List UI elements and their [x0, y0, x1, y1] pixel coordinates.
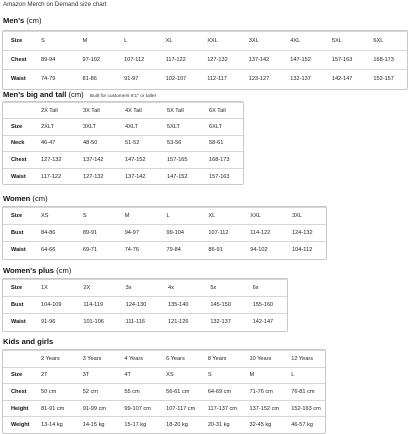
row-label: Bust	[3, 225, 33, 242]
table-cell: M	[117, 208, 159, 225]
table-cell: XXL	[242, 208, 284, 225]
table-cell: 104-109	[33, 297, 75, 314]
row-label: Size	[3, 32, 33, 51]
table-cell: 86-91	[200, 242, 242, 259]
table-row	[3, 103, 243, 119]
table-cell: 14-15 kg	[75, 417, 117, 434]
table-row	[3, 208, 326, 225]
table-cell: 114-122	[242, 225, 284, 242]
table-cell: XL	[200, 208, 242, 225]
table-row	[3, 168, 243, 184]
table-cell: 2T	[33, 367, 75, 384]
table-cell: 1X	[33, 280, 75, 297]
table-cell: 107-112	[200, 225, 242, 242]
table-cell: 101-106	[75, 314, 117, 331]
kids-size-table	[2, 349, 326, 434]
table-cell: 76-81 cm	[283, 384, 325, 401]
table-row	[3, 135, 243, 151]
row-label: Weight	[3, 417, 33, 434]
table-cell: 142-147	[245, 314, 287, 331]
row-label: Size	[3, 119, 33, 135]
table-cell: 117-137 cm	[200, 400, 242, 417]
table-cell: 12 Years	[283, 351, 325, 368]
table-cell: 89-91	[75, 225, 117, 242]
table-cell: 102-107	[158, 70, 200, 89]
women-size-table	[2, 206, 327, 260]
table-cell: 3T	[75, 367, 117, 384]
big-tall-title-text: Men's big and tall	[3, 90, 67, 99]
table-cell: 157-165	[159, 152, 201, 168]
table-cell: XL	[158, 32, 200, 51]
table-cell: 4x	[160, 280, 202, 297]
table-cell: 58-61	[201, 135, 243, 151]
table-cell: 127-132	[75, 168, 117, 184]
table-cell: 20-31 kg	[200, 417, 242, 434]
table-cell: 4T	[116, 367, 158, 384]
table-cell: 69-71	[75, 242, 117, 259]
table-cell: 32-45 kg	[242, 417, 284, 434]
row-label	[3, 103, 33, 119]
table-cell: 3XL	[241, 32, 283, 51]
table-cell: 127-132	[33, 152, 75, 168]
table-cell: 50 cm	[33, 384, 75, 401]
table-cell: L	[116, 32, 158, 51]
table-cell: 107-117 cm	[158, 400, 200, 417]
table-cell: 4XL	[282, 32, 324, 51]
table-cell: 91-96	[33, 314, 75, 331]
row-label: Chest	[3, 51, 33, 70]
table-cell: 46-47	[33, 135, 75, 151]
table-cell: 147-152	[159, 168, 201, 184]
table-cell: 94-102	[242, 242, 284, 259]
table-cell: 3XL	[284, 208, 326, 225]
table-row	[3, 51, 407, 70]
table-cell: 84-86	[33, 225, 75, 242]
women-plus-unit: (cm)	[56, 266, 72, 275]
row-label: Size	[3, 367, 33, 384]
page-title: Amazon Merch on Demand size chart	[3, 1, 107, 8]
table-cell: 3x	[118, 280, 160, 297]
table-cell: 52 cm	[75, 384, 117, 401]
table-cell: 168-173	[201, 152, 243, 168]
table-cell: 142-147	[324, 70, 366, 89]
table-row	[3, 119, 243, 135]
table-cell: 5XL	[324, 32, 366, 51]
table-cell: 117-122	[33, 168, 75, 184]
table-cell: M	[242, 367, 284, 384]
table-cell: 5XLT	[159, 119, 201, 135]
table-cell: S	[33, 32, 75, 51]
table-cell: 91-97	[116, 70, 158, 89]
table-cell: 137-142	[75, 152, 117, 168]
table-row	[3, 417, 325, 434]
table-cell: L	[159, 208, 201, 225]
table-cell: 97-102	[75, 51, 117, 70]
men-unit: (cm)	[26, 16, 42, 25]
women-plus-section-title	[3, 266, 71, 275]
table-cell: XS	[158, 367, 200, 384]
table-cell: 157-163	[201, 168, 243, 184]
table-cell: 132-137	[282, 70, 324, 89]
table-cell: 132-137	[202, 314, 244, 331]
big-tall-section-title	[3, 90, 156, 99]
table-cell: 99-107 cm	[116, 400, 158, 417]
table-cell: S	[200, 367, 242, 384]
row-label: Chest	[3, 384, 33, 401]
table-cell: 81-91 cm	[33, 400, 75, 417]
table-cell: 55 cm	[116, 384, 158, 401]
table-row	[3, 70, 407, 89]
table-cell: 46-57 kg	[283, 417, 325, 434]
table-cell: 147-152	[282, 51, 324, 70]
table-row	[3, 152, 243, 168]
table-row	[3, 367, 325, 384]
women-title-text: Women	[3, 194, 31, 203]
table-cell: 135-140	[160, 297, 202, 314]
table-cell: 64-69 cm	[200, 384, 242, 401]
table-row	[3, 351, 325, 368]
table-row	[3, 32, 407, 51]
table-cell: M	[75, 32, 117, 51]
table-cell: 53-56	[159, 135, 201, 151]
table-cell: 4 Years	[116, 351, 158, 368]
big-tall-size-table	[2, 101, 244, 185]
table-cell: 123-127	[241, 70, 283, 89]
table-cell: 2 Years	[33, 351, 75, 368]
table-cell: 3X Tall	[75, 103, 117, 119]
row-label: Size	[3, 208, 33, 225]
women-plus-title-text: Women's plus	[3, 266, 55, 275]
table-row	[3, 225, 326, 242]
table-cell: 6XL	[365, 32, 407, 51]
table-cell: 6XLT	[201, 119, 243, 135]
table-cell: 145-150	[202, 297, 244, 314]
table-cell: 152-163 cm	[283, 400, 325, 417]
table-cell: XS	[33, 208, 75, 225]
row-label: Waist	[3, 314, 33, 331]
table-cell: 112-117	[199, 70, 241, 89]
table-cell: 107-112	[116, 51, 158, 70]
row-label: Size	[3, 280, 33, 297]
kids-title-text: Kids and girls	[3, 337, 54, 346]
table-cell: 51-52	[117, 135, 159, 151]
table-cell: 74-76	[117, 242, 159, 259]
table-cell: 5x	[202, 280, 244, 297]
table-cell: 121-126	[160, 314, 202, 331]
table-cell: 79-84	[159, 242, 201, 259]
table-cell: 137-142	[117, 168, 159, 184]
row-label: Waist	[3, 168, 33, 184]
table-cell: 74-79	[33, 70, 75, 89]
table-cell: 155-160	[245, 297, 287, 314]
row-label: Neck	[3, 135, 33, 151]
table-cell: S	[75, 208, 117, 225]
women-unit: (cm)	[32, 194, 48, 203]
table-cell: 89-94	[33, 51, 75, 70]
table-cell: XXL	[199, 32, 241, 51]
table-cell: 111-116	[118, 314, 160, 331]
table-cell: 56-61 cm	[158, 384, 200, 401]
table-cell: 94-97	[117, 225, 159, 242]
table-cell: 13-14 kg	[33, 417, 75, 434]
table-cell: 168-173	[365, 51, 407, 70]
table-cell: 91-99 cm	[75, 400, 117, 417]
table-cell: 64-66	[33, 242, 75, 259]
table-cell: 2X	[75, 280, 117, 297]
women-section-title	[3, 194, 48, 203]
table-cell: 4X Tall	[117, 103, 159, 119]
table-cell: 18-20 kg	[158, 417, 200, 434]
table-cell: 127-132	[199, 51, 241, 70]
table-cell: 157-163	[324, 51, 366, 70]
women-plus-size-table	[2, 278, 288, 332]
table-cell: 99-104	[159, 225, 201, 242]
table-cell: 137-152 cm	[242, 400, 284, 417]
table-cell: 124-132	[284, 225, 326, 242]
table-cell: 3XLT	[75, 119, 117, 135]
table-row	[3, 400, 325, 417]
table-cell: 8 Years	[200, 351, 242, 368]
table-row	[3, 280, 287, 297]
table-row	[3, 384, 325, 401]
row-label: Chest	[3, 152, 33, 168]
table-cell: 6X Tall	[201, 103, 243, 119]
table-cell: 48-50	[75, 135, 117, 151]
men-section-title	[3, 16, 42, 25]
kids-section-title	[3, 337, 53, 346]
table-cell: 152-157	[365, 70, 407, 89]
men-size-table	[2, 30, 408, 90]
table-cell: 124-130	[118, 297, 160, 314]
table-cell: 10 Years	[242, 351, 284, 368]
table-cell: 104-112	[284, 242, 326, 259]
big-tall-note: Built for customers 6'1" or taller	[89, 94, 157, 99]
row-label: Height	[3, 400, 33, 417]
table-row	[3, 297, 287, 314]
table-cell: L	[283, 367, 325, 384]
row-label: Waist	[3, 242, 33, 259]
table-cell: 147-152	[117, 152, 159, 168]
row-label: Bust	[3, 297, 33, 314]
table-cell: 2XLT	[33, 119, 75, 135]
men-title-text: Men's	[3, 16, 25, 25]
row-label: Waist	[3, 70, 33, 89]
row-label	[3, 351, 33, 368]
table-row	[3, 314, 287, 331]
table-cell: 15-17 kg	[116, 417, 158, 434]
table-cell: 81-86	[75, 70, 117, 89]
table-cell: 137-142	[241, 51, 283, 70]
table-cell: 5X Tall	[159, 103, 201, 119]
table-cell: 71-76 cm	[242, 384, 284, 401]
table-cell: 6x	[245, 280, 287, 297]
table-cell: 2X Tall	[33, 103, 75, 119]
table-cell: 4XLT	[117, 119, 159, 135]
table-cell: 114-119	[75, 297, 117, 314]
table-row	[3, 242, 326, 259]
table-cell: 117-122	[158, 51, 200, 70]
table-cell: 6 Years	[158, 351, 200, 368]
table-cell: 3 Years	[75, 351, 117, 368]
big-tall-unit: (cm)	[68, 90, 84, 99]
